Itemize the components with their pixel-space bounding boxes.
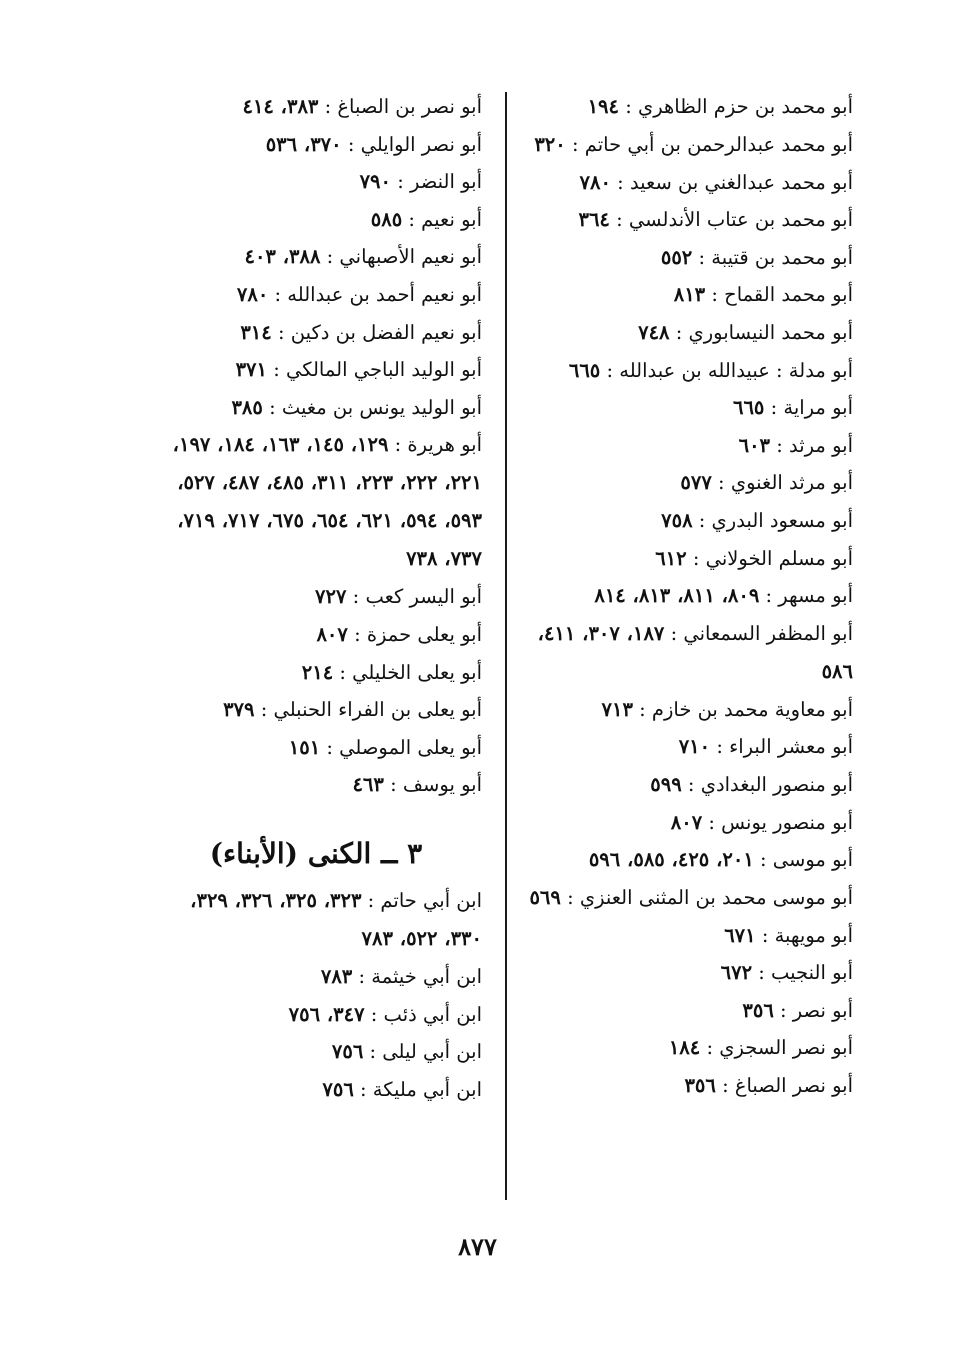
index-entry: أبو منصور يونس : ٨٠٧ bbox=[670, 810, 853, 834]
index-entry: أبو نصر الصباغ : ٣٥٦ bbox=[684, 1074, 853, 1098]
index-entry: أبو موسى : ٢٠١، ٤٢٥، ٥٨٥، ٥٩٦ bbox=[588, 848, 853, 872]
index-entry: أبو النضر : ٧٩٠ bbox=[359, 170, 482, 194]
page-number: ٨٧٧ bbox=[458, 1232, 497, 1261]
index-entry: ابن أبي حاتم : ٣٢٣، ٣٢٥، ٣٢٦، ٣٢٩، ٣٣٠، ٥٢٢، ٧٨٣ bbox=[190, 888, 482, 950]
index-entry: أبو نصر : ٣٥٦ bbox=[742, 998, 853, 1022]
index-entry: أبو معشر البراء : ٧١٠ bbox=[678, 735, 853, 759]
index-entry: أبو مسعود البدري : ٧٥٨ bbox=[661, 508, 853, 532]
index-entry: أبو النجيب : ٦٧٢ bbox=[720, 961, 853, 985]
index-entry: أبو اليسر كعب : ٧٢٧ bbox=[315, 585, 482, 609]
index-entry: أبو محمد بن قتيبة : ٥٥٢ bbox=[660, 245, 853, 269]
index-entry: أبو نصر السجزي : ١٨٤ bbox=[668, 1036, 853, 1060]
index-entry: أبو مرثد الغنوي : ٥٧٧ bbox=[680, 471, 853, 495]
index-entry: أبو نصر الوايلي : ٣٧٠، ٥٣٦ bbox=[265, 132, 482, 156]
index-entry: ابن أبي مليكة : ٧٥٦ bbox=[322, 1077, 482, 1101]
index-entry: أبو الوليد يونس بن مغيث : ٣٨٥ bbox=[231, 395, 482, 419]
index-entry: أبو محمد بن عتاب الأندلسي : ٣٦٤ bbox=[578, 208, 853, 232]
index-entry: أبو نعيم الفضل بن دكين : ٣١٤ bbox=[240, 320, 482, 344]
index-entry: ابن أبي خيثمة : ٧٨٣ bbox=[320, 964, 482, 988]
index-entry: أبو نصر بن الصباغ : ٣٨٣، ٤١٤ bbox=[242, 95, 482, 118]
right-column bbox=[520, 88, 853, 1105]
index-entry: أبو مرثد : ٦٠٣ bbox=[738, 433, 853, 457]
index-entry: أبو الوليد الباجي المالكي : ٣٧١ bbox=[235, 358, 482, 382]
index-entry: أبو مويهبة : ٦٧١ bbox=[724, 923, 853, 947]
index-entry: أبو يعلى حمزة : ٨٠٧ bbox=[316, 622, 482, 646]
index-entry: أبو مسلم الخولاني : ٦١٢ bbox=[655, 546, 853, 570]
index-entry: أبو محمد النيسابوري : ٧٤٨ bbox=[638, 320, 853, 344]
index-entry: أبو موسى محمد بن المثنى العنزي : ٥٦٩ bbox=[529, 886, 853, 910]
index-entry: أبو يعلى الموصلي : ١٥١ bbox=[288, 735, 482, 759]
index-entry: أبو مدلة : عبيدالله بن عبدالله : ٦٦٥ bbox=[568, 358, 853, 382]
index-entry: أبو محمد بن حزم الظاهري : ١٩٤ bbox=[587, 95, 853, 118]
index-entry: أبو يعلى الخليلي : ٢١٤ bbox=[301, 660, 482, 684]
column-divider bbox=[505, 92, 507, 1200]
index-entry: أبو مسهر : ٨٠٩، ٨١١، ٨١٣، ٨١٤ bbox=[594, 584, 853, 608]
index-entry: أبو محمد القماح : ٨١٣ bbox=[673, 283, 853, 307]
index-entry: أبو المظفر السمعاني : ١٨٧، ٣٠٧، ٤١١، ٥٨٦ bbox=[537, 621, 853, 683]
index-entry: أبو يعلى بن الفراء الحنبلي : ٣٧٩ bbox=[223, 698, 482, 722]
index-entry: أبو محمد عبدالغني بن سعيد : ٧٨٠ bbox=[579, 170, 853, 194]
index-entry: أبو نعيم أحمد بن عبدالله : ٧٨٠ bbox=[236, 282, 482, 306]
section-title: ٣ ــ الكنى (الأبناء) bbox=[209, 836, 423, 870]
index-entry: أبو نعيم الأصبهاني : ٣٨٨، ٤٠٣ bbox=[244, 245, 482, 269]
left-column bbox=[150, 88, 482, 1108]
index-entry: أبو مراية : ٦٦٥ bbox=[732, 396, 853, 420]
index-entry: أبو هريرة : ١٢٩، ١٤٥، ١٦٣، ١٨٤، ١٩٧، ٢٢١، ٢٢٢، ٢٢٣، ٣١١، ٤٨٥، ٤٨٧، ٥٢٧، ٥٩٣، ٥٩٤، ٦٢١، ٦٥٤، ٦٧٥، ٧١٧، ٧١٩، ٧٣٧، ٧٣٨ bbox=[172, 433, 482, 571]
index-entry: أبو نعيم : ٥٨٥ bbox=[370, 207, 482, 231]
index-entry: ابن أبي ليلى : ٧٥٦ bbox=[331, 1040, 482, 1064]
index-entry: أبو يوسف : ٤٦٣ bbox=[352, 773, 482, 797]
index-entry: أبو معاوية محمد بن خازم : ٧١٣ bbox=[601, 697, 853, 721]
index-entry: ابن أبي ذئب : ٣٤٧، ٧٥٦ bbox=[288, 1002, 482, 1026]
index-entry: أبو محمد عبدالرحمن بن أبي حاتم : ٣٢٠ bbox=[534, 132, 853, 156]
index-entry: أبو منصور البغدادي : ٥٩٩ bbox=[650, 772, 853, 796]
